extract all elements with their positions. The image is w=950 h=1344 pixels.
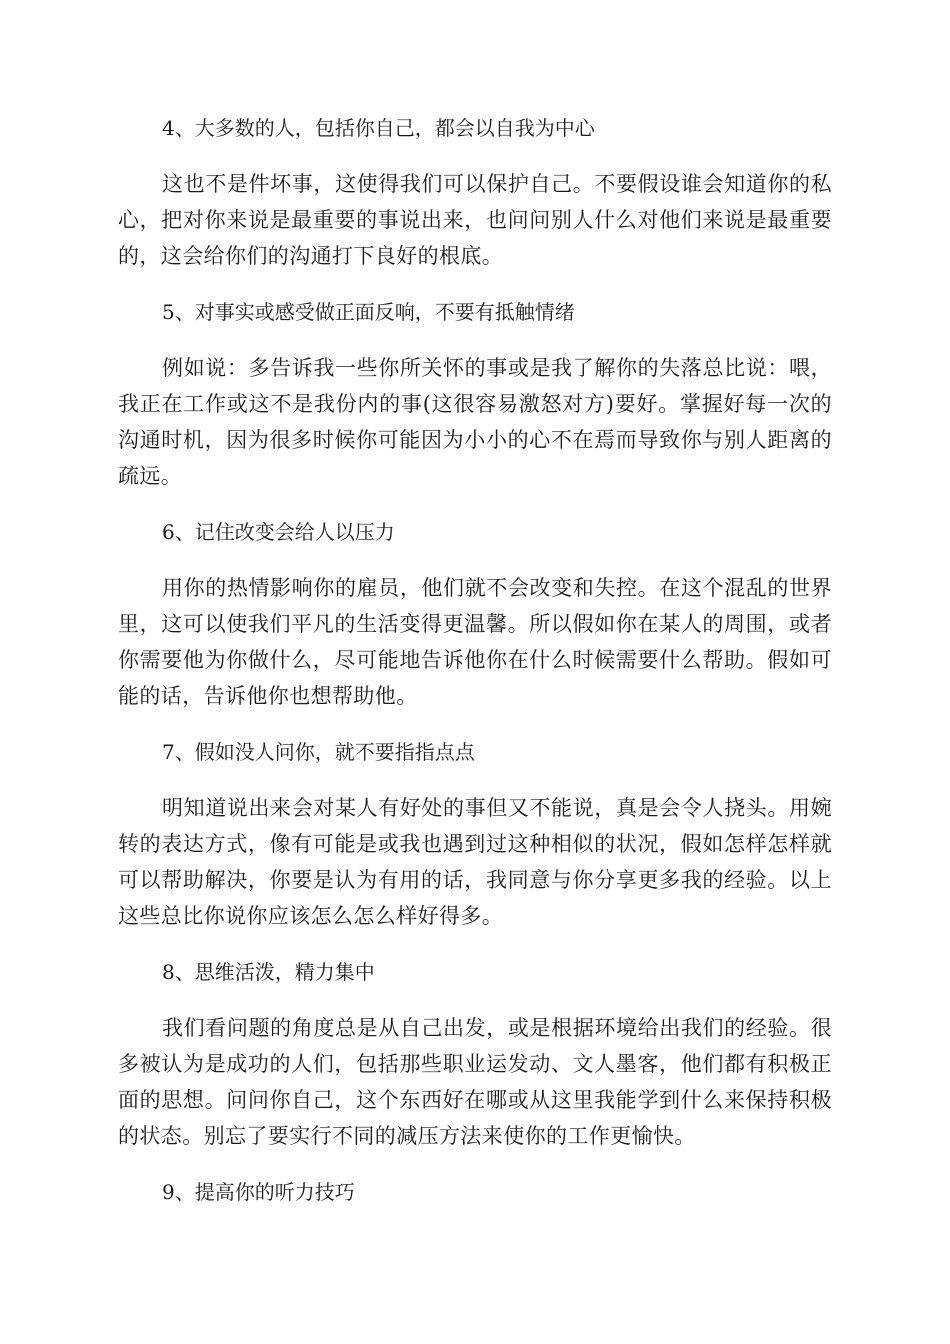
section-heading-8: 8、思维活泼，精力集中 bbox=[162, 960, 375, 984]
section-heading-7: 7、假如没人问你，就不要指指点点 bbox=[162, 740, 475, 764]
section-paragraph-4: 这也不是件坏事，这使得我们可以保护自己。不要假设谁会知道你的私心，把对你来说是最重要的事说出来，也问问别人什么对他们来说是最重要的，这会给你们的沟通打下良好的根底。 bbox=[118, 172, 832, 268]
section-heading-4: 4、大多数的人，包括你自己，都会以自我为中心 bbox=[162, 116, 595, 140]
section-heading-9: 9、提高你的听力技巧 bbox=[162, 1180, 355, 1204]
section-paragraph-6: 用你的热情影响你的雇员，他们就不会改变和失控。在这个混乱的世界里，这可以使我们平凡的生活变得更温馨。所以假如你在某人的周围，或者你需要他为你做什么，尽可能地告诉他你在什么时候需要什么帮助。假如可能的话，告诉他你也想帮助他。 bbox=[118, 576, 832, 708]
section-paragraph-8: 我们看问题的角度总是从自己出发，或是根据环境给出我们的经验。很多被认为是成功的人们，包括那些职业运发动、文人墨客，他们都有积极正面的思想。问问你自己，这个东西好在哪或从这里我能学到什么来保持积极的状态。别忘了要实行不同的减压方法来使你的工作更愉快。 bbox=[118, 1016, 832, 1148]
document-page bbox=[118, 110, 832, 1210]
section-paragraph-7: 明知道说出来会对某人有好处的事但又不能说，真是会令人挠头。用婉转的表达方式，像有可能是或我也遇到过这种相似的状况，假如怎样怎样就可以帮助解决，你要是认为有用的话，我同意与你分享更多我的经验。以上这些总比你说你应该怎么怎么样好得多。 bbox=[118, 796, 832, 928]
section-paragraph-5: 例如说：多告诉我一些你所关怀的事或是我了解你的失落总比说：喂，我正在工作或这不是我份内的事(这很容易激怒对方)要好。掌握好每一次的沟通时机，因为很多时候你可能因为小小的心不在焉而导致你与别人距离的疏远。 bbox=[118, 356, 832, 488]
section-heading-5: 5、对事实或感受做正面反响，不要有抵触情绪 bbox=[162, 300, 575, 324]
section-heading-6: 6、记住改变会给人以压力 bbox=[162, 520, 395, 544]
